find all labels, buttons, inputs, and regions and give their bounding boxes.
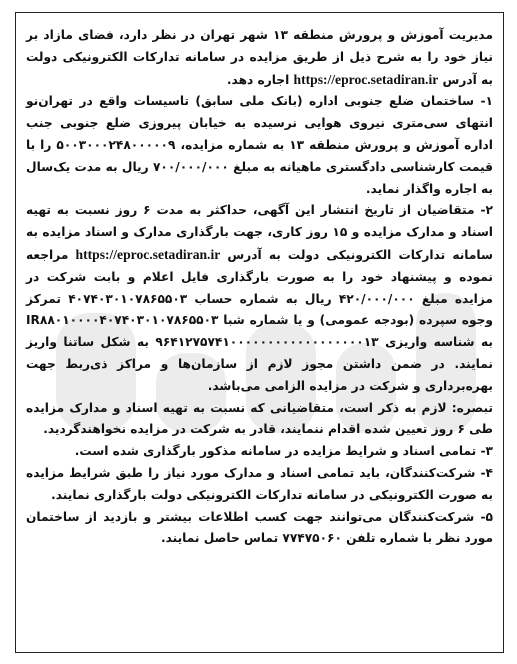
clause-number: ۴- — [475, 465, 493, 480]
clause-text: شرکت‌کنندگان می‌توانند جهت کسب اطلاعات بیشتر و بازدید از ساختمان مورد نظر با شماره تلفن — [26, 509, 493, 546]
clause-text: شرکت‌کنندگان، باید تمامی اسناد و مدارک مورد نیاز را طبق شرایط مزایده به صورت الکترونیکی در سامانه تدارکات الکترونیکی دولت بارگذاری نمایند. — [26, 465, 493, 502]
clause-text: ساختمان ضلع جنوبی اداره (بانک ملی سابق) تاسیسات واقع در تهران‌نو انتهای سی‌متری نیروی هوایی نرسیده به خیابان پیروزی ضلع جنوبی جنب اداره آموزش و پرورش منطقه ۱۳ به شماره مزایده، ۵۰۰۳۰۰۰۲۴۸۰۰۰۰۰۹ را با قیمت کارشناسی دادگستری ماهیانه به مبلغ ۷۰۰/۰۰۰/۰۰۰ ریال به مدت یک‌سال به اجاره واگذار نماید. — [26, 94, 493, 196]
procurement-link[interactable]: https://eproc.setadiran.ir — [75, 246, 221, 262]
notice-intro — [26, 25, 493, 91]
clause-text-end: تماس حاصل نمایند. — [160, 531, 283, 546]
phone-number: ۷۷۴۷۵۰۶۰ — [282, 531, 342, 546]
organization-name: مدیریت آموزش و پرورش منطقه ۱۳ شهر تهران — [200, 28, 493, 42]
clause-1 — [26, 91, 493, 200]
clause-number: ۵- — [474, 509, 493, 524]
clause-number: ۳- — [476, 444, 493, 459]
clause-text-continued: مراجعه نموده و پیشنهاد خود را به صورت بارگذاری فایل اعلام و بابت شرکت در مزایده مبلغ ۴۲۰/۰۰۰/۰۰۰ ریال به شماره حساب ۴۰۷۴۰۳۰۱۰۷۸۶۵۵۰۳ تمرکز وجوه سپرده (بودجه عمومی) و یا شماره شبا IR۸۸۰۱۰۰۰۰۴۰۷۴۰۳۰۱۰۷۸۶۵۵۰۳ به شناسه واریزی ۹۶۴۱۲۷۵۷۴۱۰۰۰۰۰۰۰۰۰۰۰۰۰۰۰۰۰۰۱۳ به شکل ساتنا واریز نمایند. در ضمن داشتن مجوز لازم از سازمان‌ها و مراکز ذی‌ربط جهت بهره‌برداری و شرکت در مزایده الزامی می‌باشد. — [26, 247, 493, 393]
clause-5 — [26, 507, 493, 551]
clause-2 — [26, 200, 493, 397]
note-paragraph — [26, 398, 493, 442]
notice-body — [26, 25, 493, 550]
clause-4 — [26, 463, 493, 507]
notice-frame — [15, 12, 504, 653]
procurement-link[interactable]: https://eproc.setadiran.ir — [293, 71, 439, 87]
intro-text-end: اجاره دهد. — [226, 72, 294, 87]
clause-text: تمامی اسناد و شرایط مزایده در سامانه مذکور بارگذاری شده است. — [74, 444, 477, 459]
intro-text: در نظر دارد، فضای مازاد بر نیاز خود را به شرح ذیل از طریق مزایده در سامانه تدارکات الکترونیکی دولت به آدرس — [26, 28, 493, 87]
clause-number: ۱- — [474, 94, 493, 109]
clause-text: متقاضیان از تاریخ انتشار این آگهی، حداکثر به مدت ۶ روز نسبت به تهیه اسناد و مدارک مزایده و ۱۵ روز کاری، جهت بارگذاری مدارک و اسناد مزایده به سامانه تدارکات الکترونیکی دولت به آدرس — [26, 203, 493, 262]
note-text: تبصره: لازم به ذکر است، متقاضیانی که نسبت به تهیه اسناد و مدارک مزایده طی ۶ روز تعیین شده اقدام ننمایند، قادر به شرکت در مزایده نخواهندگردید. — [26, 400, 493, 437]
clause-3 — [26, 441, 493, 463]
clause-number: ۲- — [474, 203, 493, 218]
